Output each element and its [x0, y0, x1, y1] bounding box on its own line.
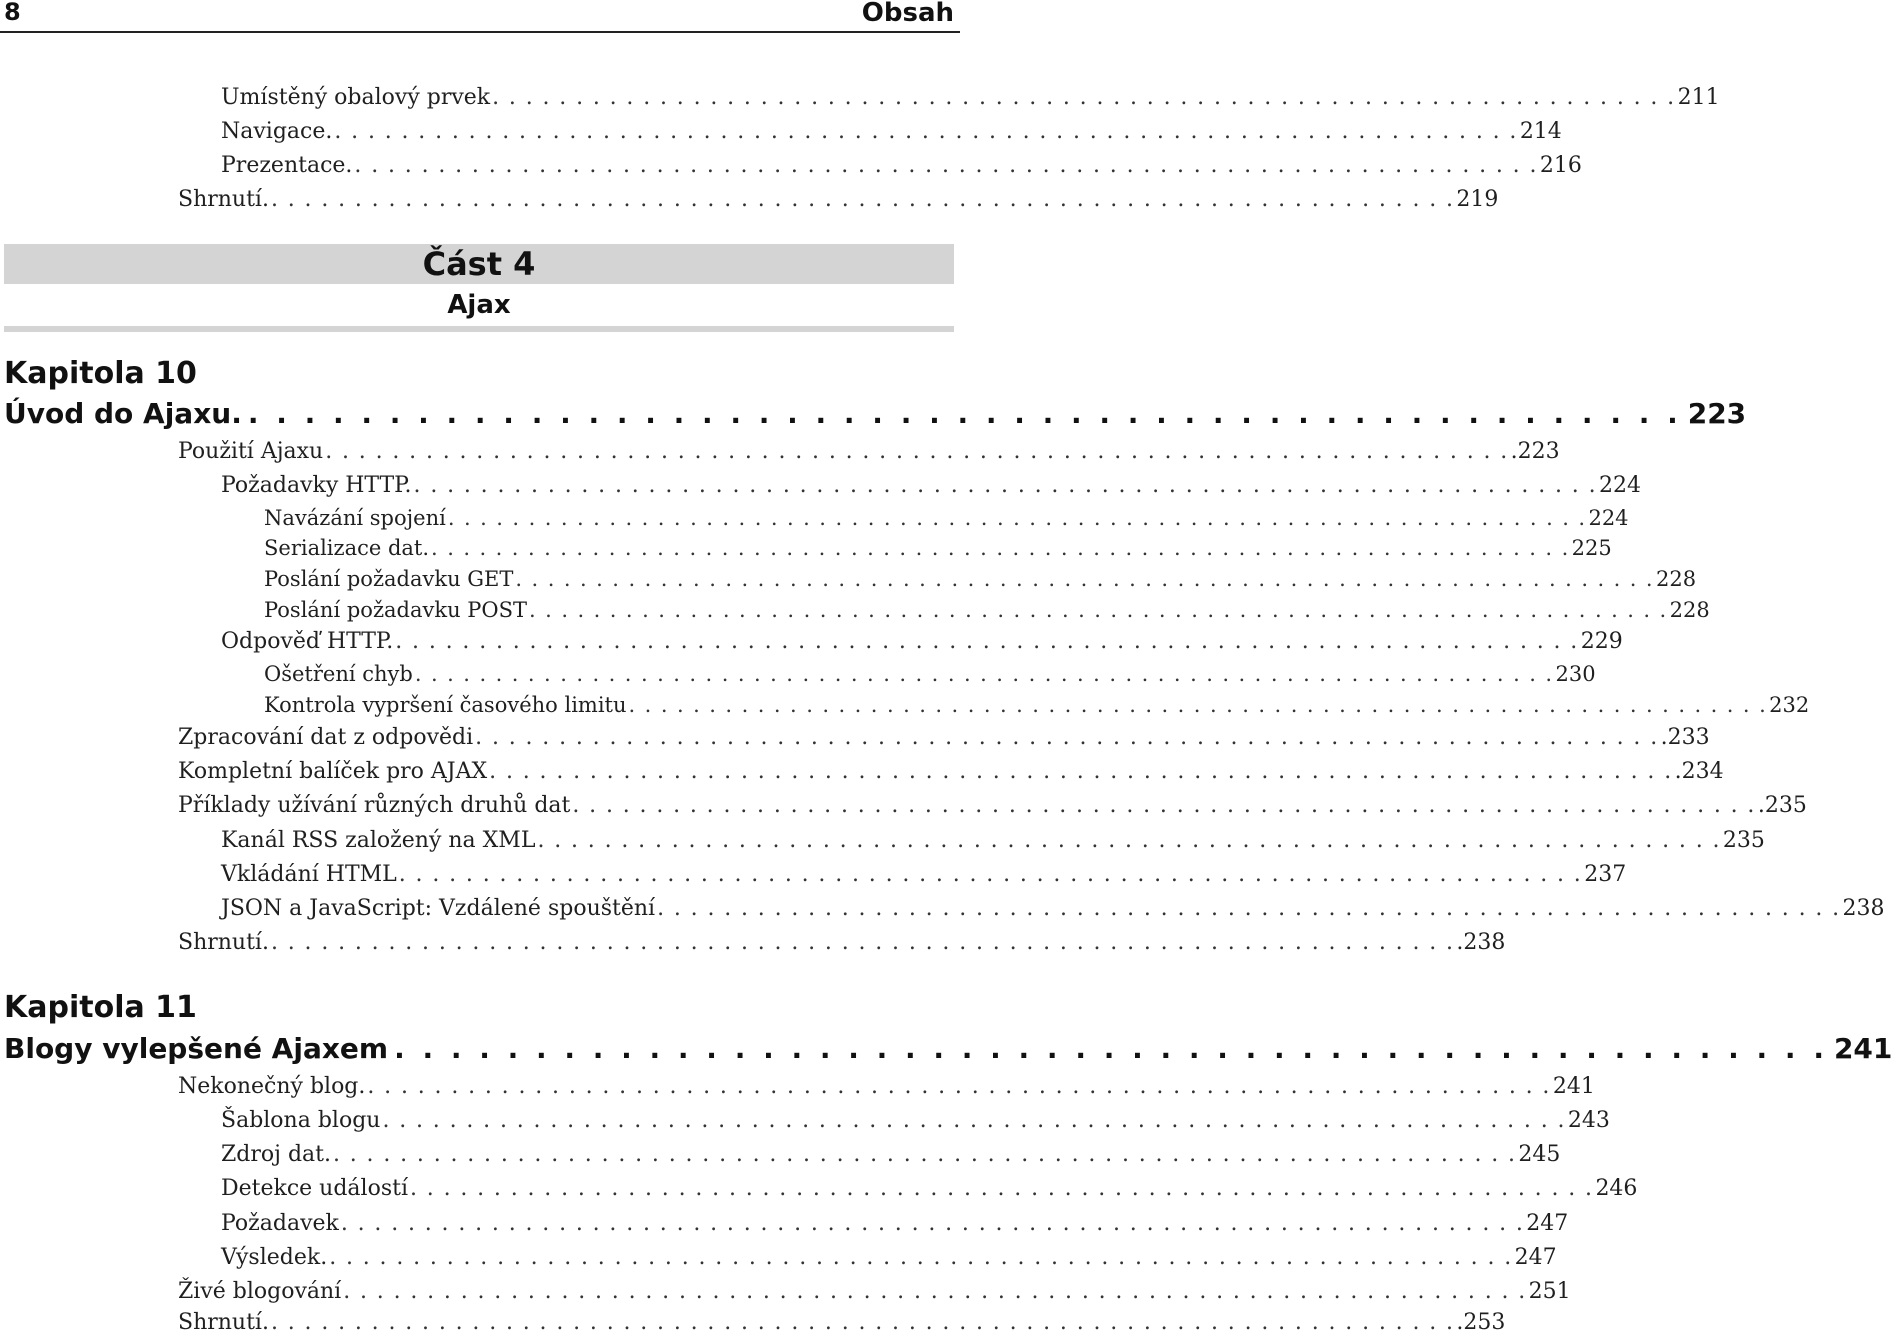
dot-leader: . . . . . . . . . . . . . . . . . . . . . . . . . . . . . . . . . . . . . . . . . . . . . . . . . . . . . . . . . . . . . . . . . . . . . . . [270, 1310, 1455, 1335]
toc-entry-title: Kanál RSS založený na XML [221, 828, 536, 853]
toc-entry-title: Zdroj dat. [221, 1142, 331, 1167]
toc-entry-page: 243 [1567, 1108, 1610, 1133]
toc-entry-page: 247 [1514, 1245, 1557, 1270]
chapter-title: Úvod do Ajaxu. [4, 397, 242, 430]
dot-leader: . . . . . . . . . . . . . . . . . . . . . . . . . . . . . . . . . . . . . . . . . . . . . . . . . . . . . . . . . . . . . . . . . . . . . . . [475, 725, 1659, 750]
chapter-page: 241 [1833, 1032, 1892, 1065]
toc-entry-page: 229 [1580, 629, 1623, 654]
toc-entry-page: .234 [1674, 759, 1724, 784]
toc-entry-page: .235 [1757, 793, 1807, 818]
dot-leader: . . . . . . . . . . . . . . . . . . . . . . . . . . . . . . . . . . . . . . . . . . . . . . . . . . . . . . . . . . . . . . . . . . . . . . . [628, 693, 1768, 717]
toc-entry-page: 238 [1842, 896, 1885, 921]
chapter-entry[interactable] [4, 1029, 1892, 1067]
page-number: 8 [4, 0, 21, 26]
dot-leader: . . . . . . . . . . . . . . . . . . . . . . . . . . . . . . . . . . . . . . . . . . . . . . . . . . . . . . . . . . . . . . . . . . . . . . . [515, 567, 1655, 591]
toc-entry-title: Shrnutí. [178, 1310, 269, 1335]
toc-entry-title: Poslání požadavku GET [264, 567, 514, 591]
toc-entry-page: 247 [1526, 1211, 1569, 1236]
toc-entry-page: 230 [1555, 662, 1596, 686]
toc-entry-page: .233 [1660, 725, 1710, 750]
toc-entry-title: Odpověď HTTP. [221, 629, 394, 654]
toc-entry[interactable] [221, 150, 1582, 180]
toc-entry-page: 211 [1677, 85, 1720, 110]
chapter-entry[interactable] [4, 394, 1747, 432]
toc-entry-title: Použití Ajaxu [178, 439, 324, 464]
toc-entry[interactable] [221, 1139, 1561, 1169]
toc-entry-page: 228 [1669, 598, 1710, 622]
toc-entry-page: 214 [1519, 119, 1562, 144]
toc-entry[interactable] [178, 436, 1560, 466]
toc-entry-title: Výsledek. [221, 1245, 328, 1270]
dot-leader: . . . . . . . . . . . . . . . . . . . . . . . . . . . . . . . . . . . . . . . . . . . . . . . . . . . . . . . . . . . . . . . . . . . . . . . [572, 793, 1756, 818]
dot-leader: . . . . . . . . . . . . . . . . . . . . . . . . . . . . . . . . . . . . . . . . . . . . . . . . . . . . . . . . . . . . . . . . . . . . . . . [270, 930, 1455, 955]
toc-entry[interactable] [178, 1276, 1571, 1306]
toc-entry[interactable] [178, 184, 1499, 214]
chapter-title: Blogy vylepšené Ajaxem [4, 1032, 389, 1065]
toc-entry[interactable] [264, 532, 1612, 562]
toc-entry-page: 224 [1588, 506, 1629, 530]
toc-entry-title: Příklady užívání různých druhů dat [178, 793, 571, 818]
toc-entry-page: .238 [1456, 930, 1506, 955]
toc-entry-page: 245 [1518, 1142, 1561, 1167]
toc-entry-page: 216 [1539, 153, 1582, 178]
toc-entry[interactable] [264, 594, 1710, 624]
toc-entry[interactable] [178, 722, 1710, 752]
toc-entry-title: Požadavky HTTP. [221, 473, 412, 498]
toc-entry-title: Požadavek [221, 1211, 339, 1236]
dot-leader: . . . . . . . . . . . . . . . . . . . . . . . . . . . . . . . . . . . . . . . . . . . . . . . . . . . . . . . . . . . . . . . . . . . . . . . [492, 85, 1676, 110]
toc-entry-page: .223 [1510, 439, 1560, 464]
dot-leader: . . . . . . . . . . . . . . . . . . . . . . . . . . . . . . . . . . . . . . . . . . . . . . . . . . . . . . . . . . . . . . . . . . . . . . . [395, 629, 1579, 654]
toc-entry[interactable] [221, 1105, 1610, 1135]
toc-entry-title: Ošetření chyb [264, 662, 413, 686]
toc-entry-page: 246 [1595, 1176, 1638, 1201]
toc-entry[interactable] [221, 1173, 1638, 1203]
dot-leader: . . . . . . . . . . . . . . . . . . . . . . . . . . . . . . . . . . . . . . . . . . . . . . . . . . . . . . . . . . . . . . . . . . . . . . . [413, 473, 1597, 498]
dot-leader: . . . . . . . . . . . . . . . . . . . . . . . . . . . . . . . . . . . . . . . . . . . . . . . . . . . . . . . . . . . . . . . . . . . . . . . [334, 119, 1518, 144]
toc-entry[interactable] [221, 626, 1623, 656]
toc-entry-title: Kontrola vypršení časového limitu [264, 693, 627, 717]
toc-entry[interactable] [178, 756, 1724, 786]
dot-leader: . . . . . . . . . . . . . . . . . . . . . . . . . . . . . . . . . . . . . . . . . . . . . . . . . . . [394, 1032, 1828, 1065]
toc-entry-page: 237 [1584, 862, 1627, 887]
toc-entry-page: 232 [1769, 693, 1810, 717]
dot-leader: . . . . . . . . . . . . . . . . . . . . . . . . . . . . . . . . . . . . . . . . . . . . . . . . . . . . . . . . . . . . . . . . . . . . . . . [340, 1211, 1525, 1236]
toc-entry[interactable] [264, 563, 1697, 593]
toc-entry[interactable] [221, 1242, 1557, 1272]
toc-entry-title: Poslání požadavku POST [264, 598, 528, 622]
toc-entry-title: Serializace dat. [264, 536, 430, 560]
toc-entry-page: 219 [1456, 187, 1499, 212]
toc-entry[interactable] [221, 1208, 1569, 1238]
dot-leader: . . . . . . . . . . . . . . . . . . . . . . . . . . . . . . . . . . . . . . . . . . . . . . . . . . . . . . . . . . . . . . . . . . . . . . . [367, 1074, 1551, 1099]
dot-leader: . . . . . . . . . . . . . . . . . . . . . . . . . . . . . . . . . . . . . . . . . . . . . . . . . . . . . . . . . . . . . . . . . . . . . . . [332, 1142, 1517, 1167]
chapter-label: Kapitola 11 [4, 990, 197, 1025]
dot-leader: . . . . . . . . . . . . . . . . . . . . . . . . . . . . . . . . . . . . . . . . . . . . . . . . . . . . . . . . . . . . . . . . . . . . . . . [270, 187, 1455, 212]
dot-leader: . . . . . . . . . . . . . . . . . . . . . . . . . . . . . . . . . . . . . . . . . . . . . . . . . . . . . . . . . . . . . . . . . . . . . . . [447, 506, 1587, 530]
toc-entry[interactable] [221, 116, 1562, 146]
toc-entry[interactable] [178, 1307, 1506, 1337]
dot-leader: . . . . . . . . . . . . . . . . . . . . . . . . . . . . . . . . . . . . . . . . . . . . . . . . . . . . . . . . . . . . . . . . . . . . . . . [529, 598, 1668, 622]
chapter-page: 223 [1687, 397, 1747, 430]
toc-entry-title: Shrnutí. [178, 930, 269, 955]
toc-entry-page: 251 [1528, 1279, 1571, 1304]
toc-entry-page: 224 [1598, 473, 1641, 498]
toc-entry-title: Navigace. [221, 119, 333, 144]
dot-leader: . . . . . . . . . . . . . . . . . . . . . . . . . . . . . . . . . . . . . . . . . . . . . . . . . . . . . . . . . . . . . . . . . . . . . . . [431, 536, 1570, 560]
toc-entry-page: .253 [1456, 1310, 1506, 1335]
toc-entry[interactable] [178, 927, 1506, 957]
toc-entry[interactable] [264, 689, 1810, 719]
toc-entry-page: 228 [1656, 567, 1697, 591]
toc-entry-title: Detekce událostí [221, 1176, 408, 1201]
dot-leader: . . . . . . . . . . . . . . . . . . . . . . . . . . . . . . . . . . . . . . . . . . . . . . . . . . . . . . . . . . . . . . . . . . . . . . . [489, 759, 1673, 784]
toc-entry-title: Kompletní balíček pro AJAX [178, 759, 488, 784]
toc-entry[interactable] [221, 470, 1641, 500]
running-title: Obsah [861, 0, 954, 28]
toc-entry[interactable] [221, 82, 1720, 112]
part-title: Část 4 [422, 245, 536, 283]
toc-entry-title: Zpracování dat z odpovědi [178, 725, 474, 750]
dot-leader: . . . . . . . . . . . . . . . . . . . . . . . . . . . . . . . . . . . . . . . . . . . . . . . . . . . . . . . . . . . . . . . . . . . . . . . [382, 1108, 1566, 1133]
toc-entry-title: Umístěný obalový prvek [221, 85, 491, 110]
chapter-label: Kapitola 10 [4, 356, 197, 391]
dot-leader: . . . . . . . . . . . . . . . . . . . . . . . . . . . . . . . . . . . . . . . . . . . . . . . . . . . . . . . . . . . . . . . . . . . . . . . [343, 1279, 1527, 1304]
toc-entry-title: Vkládání HTML [221, 862, 397, 887]
dot-leader: . . . . . . . . . . . . . . . . . . . . . . . . . . . . . . . . . . . . . . . . . . . . . . . . . . . [247, 397, 1682, 430]
dot-leader: . . . . . . . . . . . . . . . . . . . . . . . . . . . . . . . . . . . . . . . . . . . . . . . . . . . . . . . . . . . . . . . . . . . . . . . [398, 862, 1583, 887]
toc-entry[interactable] [178, 790, 1807, 820]
dot-leader: . . . . . . . . . . . . . . . . . . . . . . . . . . . . . . . . . . . . . . . . . . . . . . . . . . . . . . . . . . . . . . . . . . . . . . . [414, 662, 1554, 686]
dot-leader: . . . . . . . . . . . . . . . . . . . . . . . . . . . . . . . . . . . . . . . . . . . . . . . . . . . . . . . . . . . . . . . . . . . . . . . [537, 828, 1721, 853]
header-rule [0, 31, 960, 33]
toc-entry-title: Nekonečný blog. [178, 1074, 366, 1099]
toc-entry[interactable] [221, 859, 1627, 889]
toc-entry[interactable] [221, 825, 1765, 855]
toc-entry-title: Navázání spojení [264, 506, 446, 530]
toc-entry[interactable] [178, 1071, 1595, 1101]
toc-entry[interactable] [264, 502, 1629, 532]
page-header [0, 0, 960, 36]
toc-entry[interactable] [221, 893, 1885, 923]
dot-leader: . . . . . . . . . . . . . . . . . . . . . . . . . . . . . . . . . . . . . . . . . . . . . . . . . . . . . . . . . . . . . . . . . . . . . . . [657, 896, 1841, 921]
dot-leader: . . . . . . . . . . . . . . . . . . . . . . . . . . . . . . . . . . . . . . . . . . . . . . . . . . . . . . . . . . . . . . . . . . . . . . . [410, 1176, 1594, 1201]
toc-entry-title: Shrnutí. [178, 187, 269, 212]
toc-entry-page: 235 [1722, 828, 1765, 853]
dot-leader: . . . . . . . . . . . . . . . . . . . . . . . . . . . . . . . . . . . . . . . . . . . . . . . . . . . . . . . . . . . . . . . . . . . . . . . [354, 153, 1538, 178]
dot-leader: . . . . . . . . . . . . . . . . . . . . . . . . . . . . . . . . . . . . . . . . . . . . . . . . . . . . . . . . . . . . . . . . . . . . . . . [325, 439, 1509, 464]
toc-entry-page: 241 [1552, 1074, 1595, 1099]
part-subtitle: Ajax [447, 290, 511, 320]
toc-entry-title: Živé blogování [178, 1279, 342, 1304]
toc-entry-title: Prezentace. [221, 153, 353, 178]
toc-entry-title: JSON a JavaScript: Vzdálené spouštění [221, 896, 656, 921]
part-heading-rule [4, 326, 954, 332]
dot-leader: . . . . . . . . . . . . . . . . . . . . . . . . . . . . . . . . . . . . . . . . . . . . . . . . . . . . . . . . . . . . . . . . . . . . . . . [329, 1245, 1513, 1270]
toc-entry-title: Šablona blogu [221, 1108, 381, 1133]
toc-entry[interactable] [264, 658, 1596, 688]
toc-entry-page: 225 [1571, 536, 1612, 560]
